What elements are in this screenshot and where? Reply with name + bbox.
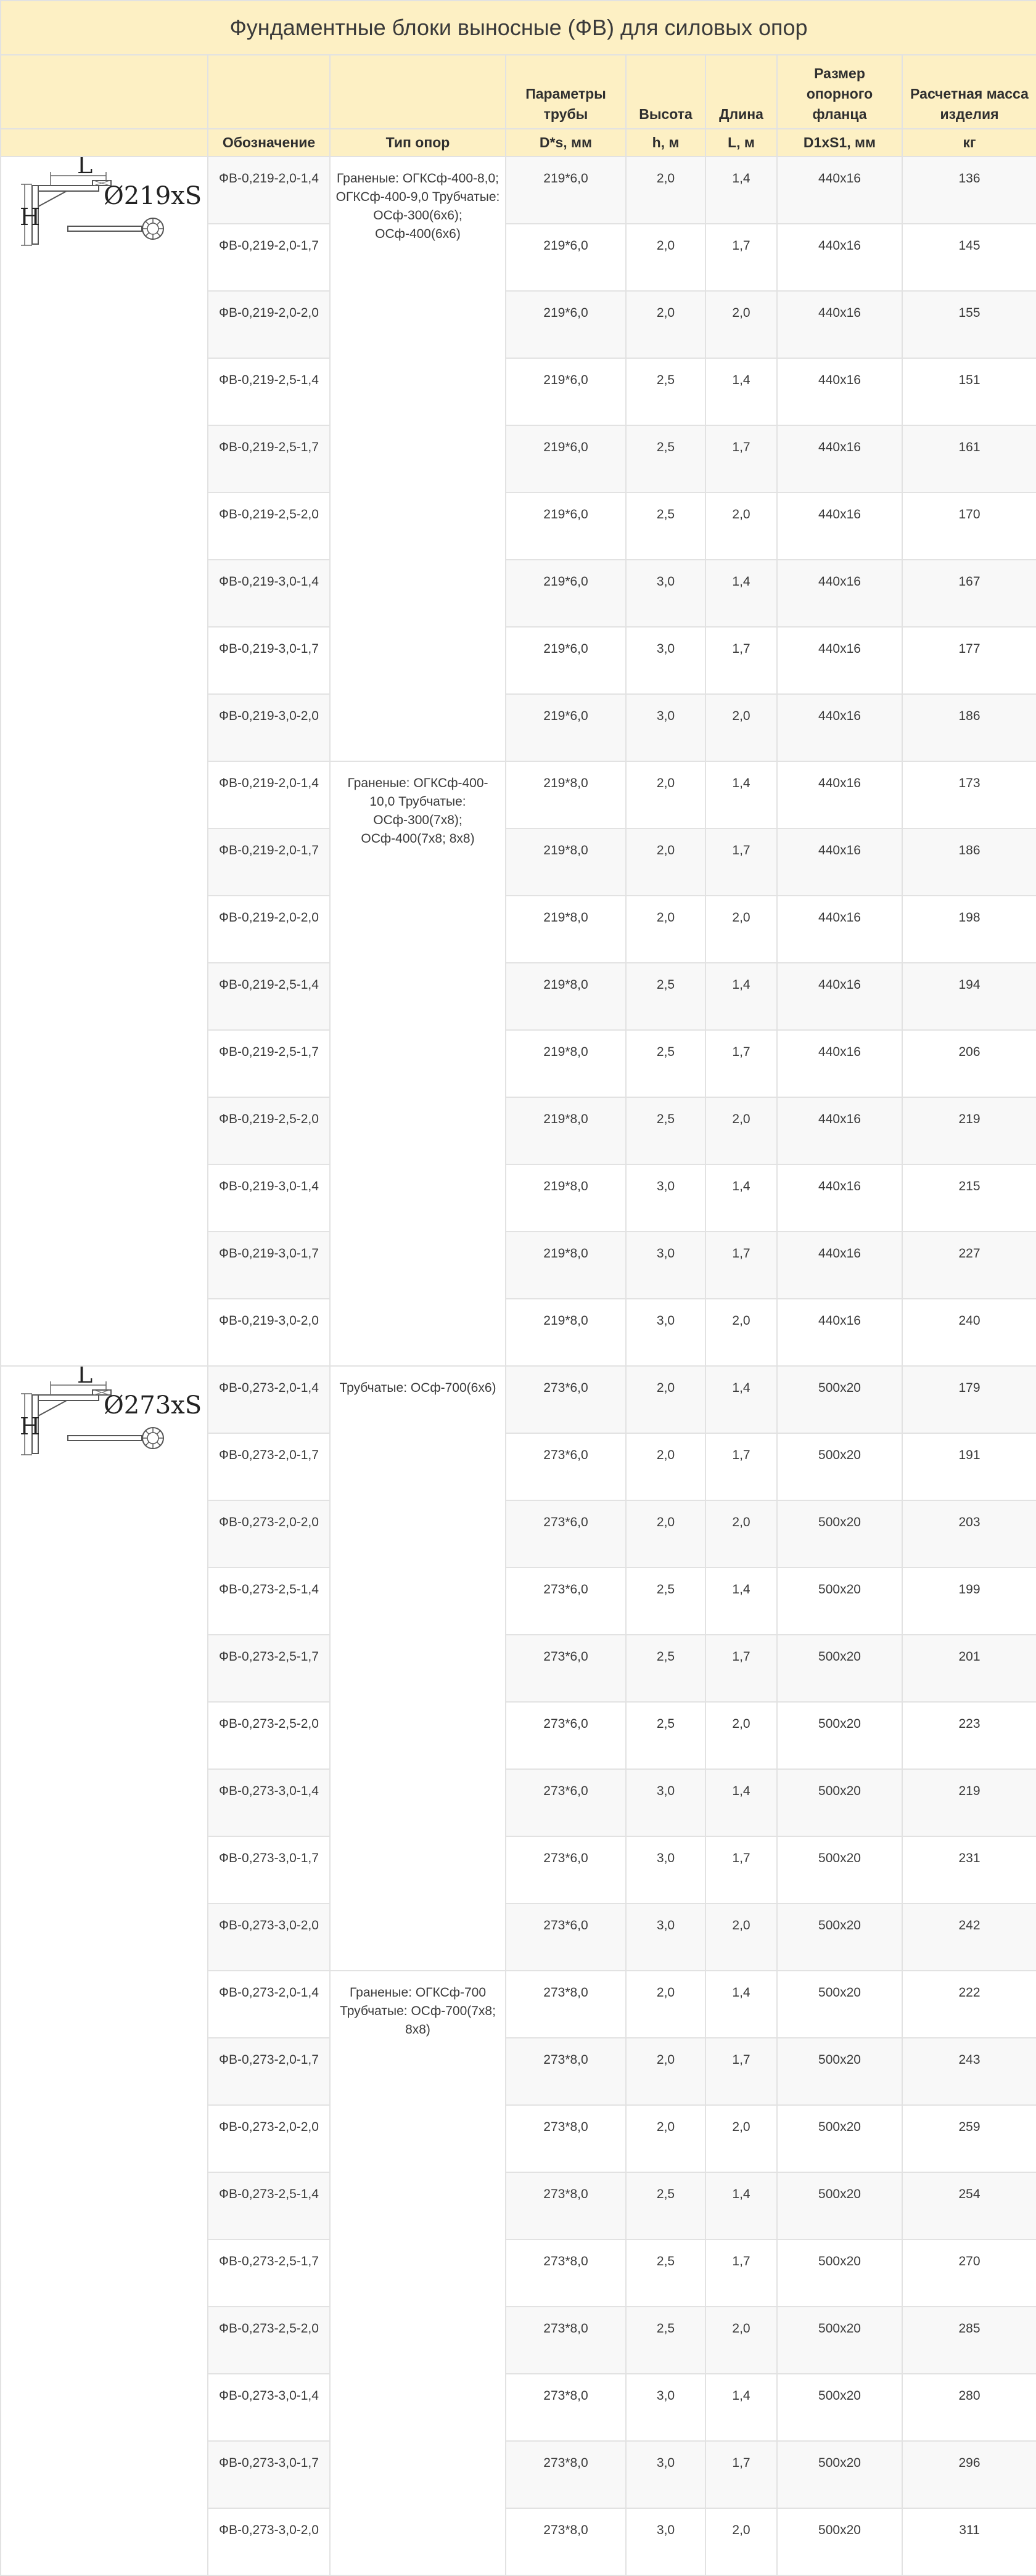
length-cell: 1,4	[705, 358, 777, 425]
designation-cell: ФВ-0,219-3,0-2,0	[208, 1299, 330, 1366]
pipe-params-cell: 273*6,0	[506, 1568, 626, 1635]
flange-size-cell: 440х16	[777, 157, 902, 224]
mass-cell: 198	[902, 896, 1036, 963]
length-cell: 1,7	[705, 627, 777, 694]
pipe-params-cell: 219*8,0	[506, 828, 626, 896]
pipe-params-cell: 273*8,0	[506, 2105, 626, 2172]
mass-cell: 201	[902, 1635, 1036, 1702]
mass-cell: 191	[902, 1433, 1036, 1500]
mass-cell: 223	[902, 1702, 1036, 1769]
length-cell: 2,0	[705, 1097, 777, 1164]
header-height: Высота	[626, 55, 705, 129]
pipe-params-cell: 219*8,0	[506, 1232, 626, 1299]
designation-cell: ФВ-0,273-2,0-1,7	[208, 1433, 330, 1500]
height-cell: 2,0	[626, 2038, 705, 2105]
pipe-params-cell: 219*8,0	[506, 1097, 626, 1164]
length-cell: 1,4	[705, 560, 777, 627]
designation-cell: ФВ-0,219-2,0-1,4	[208, 157, 330, 224]
mass-cell: 179	[902, 1366, 1036, 1433]
designation-cell: ФВ-0,273-3,0-1,7	[208, 2441, 330, 2508]
designation-cell: ФВ-0,219-3,0-1,7	[208, 1232, 330, 1299]
height-cell: 2,0	[626, 157, 705, 224]
header-mass: Расчетная масса изделия	[902, 55, 1036, 129]
flange-size-cell: 500х20	[777, 2105, 902, 2172]
flange-size-cell: 440х16	[777, 963, 902, 1030]
pipe-params-cell: 219*8,0	[506, 761, 626, 828]
flange-size-cell: 500х20	[777, 1903, 902, 1971]
flange-size-cell: 440х16	[777, 1097, 902, 1164]
designation-cell: ФВ-0,273-2,5-1,4	[208, 1568, 330, 1635]
mass-cell: 186	[902, 694, 1036, 761]
support-type-cell: Граненые: ОГКСф-400-10,0 Трубчатые: ОСф-300(7х8); ОСф-400(7х8; 8х8)	[330, 761, 506, 1366]
pipe-params-cell: 273*6,0	[506, 1836, 626, 1903]
designation-cell: ФВ-0,219-2,5-1,4	[208, 358, 330, 425]
designation-cell: ФВ-0,219-2,5-1,4	[208, 963, 330, 1030]
header-blank-image	[1, 55, 208, 129]
mass-cell: 155	[902, 291, 1036, 358]
length-cell: 1,4	[705, 1971, 777, 2038]
flange-size-cell: 500х20	[777, 2508, 902, 2575]
designation-cell: ФВ-0,273-3,0-2,0	[208, 1903, 330, 1971]
length-cell: 1,4	[705, 963, 777, 1030]
designation-cell: ФВ-0,273-3,0-1,4	[208, 2374, 330, 2441]
height-cell: 2,5	[626, 1097, 705, 1164]
mass-cell: 145	[902, 224, 1036, 291]
diagram-label-h: H	[20, 1413, 41, 1440]
length-cell: 1,4	[705, 2172, 777, 2239]
height-cell: 2,0	[626, 224, 705, 291]
diagram-label-l: L	[77, 157, 93, 179]
pipe-params-cell: 219*6,0	[506, 224, 626, 291]
pipe-params-cell: 273*8,0	[506, 2374, 626, 2441]
header-pipe-params: Параметры трубы	[506, 55, 626, 129]
height-cell: 2,5	[626, 2172, 705, 2239]
height-cell: 2,5	[626, 1030, 705, 1097]
flange-size-cell: 500х20	[777, 1971, 902, 2038]
designation-cell: ФВ-0,219-2,5-2,0	[208, 1097, 330, 1164]
mass-cell: 285	[902, 2307, 1036, 2374]
mass-cell: 231	[902, 1836, 1036, 1903]
header-designation: Обозначение	[208, 129, 330, 157]
pipe-params-cell: 273*6,0	[506, 1702, 626, 1769]
table-row	[1, 157, 1036, 224]
height-cell: 2,5	[626, 963, 705, 1030]
designation-cell: ФВ-0,219-2,5-1,7	[208, 425, 330, 493]
height-cell: 2,5	[626, 1702, 705, 1769]
length-cell: 1,7	[705, 1030, 777, 1097]
length-cell: 2,0	[705, 1299, 777, 1366]
height-cell: 2,0	[626, 1500, 705, 1568]
height-cell: 2,0	[626, 2105, 705, 2172]
flange-size-cell: 500х20	[777, 2239, 902, 2307]
height-cell: 3,0	[626, 2374, 705, 2441]
mass-cell: 215	[902, 1164, 1036, 1232]
designation-cell: ФВ-0,273-2,0-1,7	[208, 2038, 330, 2105]
pipe-params-cell: 219*8,0	[506, 1030, 626, 1097]
height-cell: 2,0	[626, 761, 705, 828]
pipe-params-cell: 219*6,0	[506, 425, 626, 493]
height-cell: 2,0	[626, 1971, 705, 2038]
length-cell: 1,4	[705, 1568, 777, 1635]
pipe-params-cell: 219*6,0	[506, 627, 626, 694]
flange-size-cell: 500х20	[777, 1433, 902, 1500]
height-cell: 2,5	[626, 1635, 705, 1702]
mass-cell: 203	[902, 1500, 1036, 1568]
length-cell: 2,0	[705, 291, 777, 358]
height-cell: 2,5	[626, 358, 705, 425]
mass-cell: 259	[902, 2105, 1036, 2172]
pipe-params-cell: 273*6,0	[506, 1769, 626, 1836]
mass-cell: 311	[902, 2508, 1036, 2575]
outrigger-block-diagram-icon	[1, 157, 208, 250]
designation-cell: ФВ-0,219-2,0-2,0	[208, 291, 330, 358]
length-cell: 2,0	[705, 1702, 777, 1769]
height-cell: 3,0	[626, 1836, 705, 1903]
designation-cell: ФВ-0,219-2,5-2,0	[208, 493, 330, 560]
diagram-label-d: Ø273xS	[104, 1391, 202, 1420]
designation-cell: ФВ-0,273-2,0-1,4	[208, 1366, 330, 1433]
header-pipe-units: D*s, мм	[506, 129, 626, 157]
header-length-units: L, м	[705, 129, 777, 157]
flange-size-cell: 500х20	[777, 2307, 902, 2374]
outrigger-block-diagram-icon	[1, 1367, 208, 1459]
header-flange-units: D1xS1, мм	[777, 129, 902, 157]
designation-cell: ФВ-0,273-3,0-1,7	[208, 1836, 330, 1903]
pipe-params-cell: 273*8,0	[506, 2239, 626, 2307]
designation-cell: ФВ-0,273-2,5-2,0	[208, 1702, 330, 1769]
flange-size-cell: 440х16	[777, 224, 902, 291]
mass-cell: 280	[902, 2374, 1036, 2441]
height-cell: 3,0	[626, 1903, 705, 1971]
header-mass-units: кг	[902, 129, 1036, 157]
length-cell: 2,0	[705, 493, 777, 560]
length-cell: 1,4	[705, 157, 777, 224]
length-cell: 1,4	[705, 1366, 777, 1433]
pipe-params-cell: 273*8,0	[506, 2038, 626, 2105]
height-cell: 2,0	[626, 828, 705, 896]
diagram-label-h: H	[20, 203, 41, 231]
flange-size-cell: 500х20	[777, 1702, 902, 1769]
support-type-cell: Граненые: ОГКСф-400-8,0; ОГКСф-400-9,0 Трубчатые: ОСф-300(6х6); ОСф-400(6х6)	[330, 157, 506, 761]
flange-size-cell: 500х20	[777, 1836, 902, 1903]
designation-cell: ФВ-0,273-3,0-1,4	[208, 1769, 330, 1836]
mass-cell: 240	[902, 1299, 1036, 1366]
flange-size-cell: 500х20	[777, 2172, 902, 2239]
mass-cell: 219	[902, 1769, 1036, 1836]
pipe-params-cell: 219*8,0	[506, 963, 626, 1030]
designation-cell: ФВ-0,273-2,5-1,7	[208, 1635, 330, 1702]
pipe-params-cell: 219*8,0	[506, 1164, 626, 1232]
table-row	[1, 1366, 1036, 1433]
pipe-params-cell: 219*8,0	[506, 1299, 626, 1366]
designation-cell: ФВ-0,219-2,5-1,7	[208, 1030, 330, 1097]
mass-cell: 177	[902, 627, 1036, 694]
mass-cell: 161	[902, 425, 1036, 493]
mass-cell: 270	[902, 2239, 1036, 2307]
header-type-top	[330, 55, 506, 129]
pipe-params-cell: 219*6,0	[506, 560, 626, 627]
height-cell: 3,0	[626, 1769, 705, 1836]
flange-size-cell: 440х16	[777, 1299, 902, 1366]
flange-size-cell: 440х16	[777, 291, 902, 358]
height-cell: 3,0	[626, 2508, 705, 2575]
flange-size-cell: 440х16	[777, 560, 902, 627]
height-cell: 2,0	[626, 896, 705, 963]
pipe-params-cell: 273*8,0	[506, 2441, 626, 2508]
header-row-bottom	[1, 129, 1036, 157]
length-cell: 1,7	[705, 1232, 777, 1299]
designation-cell: ФВ-0,219-3,0-1,4	[208, 560, 330, 627]
length-cell: 1,4	[705, 1769, 777, 1836]
header-flange-size: Размер опорного фланца	[777, 55, 902, 129]
pipe-params-cell: 273*8,0	[506, 2508, 626, 2575]
flange-size-cell: 440х16	[777, 425, 902, 493]
length-cell: 1,7	[705, 2038, 777, 2105]
flange-size-cell: 440х16	[777, 761, 902, 828]
length-cell: 1,7	[705, 1635, 777, 1702]
header-designation-top	[208, 55, 330, 129]
header-support-type: Тип опор	[330, 129, 506, 157]
flange-size-cell: 500х20	[777, 1500, 902, 1568]
flange-size-cell: 440х16	[777, 1232, 902, 1299]
length-cell: 2,0	[705, 896, 777, 963]
height-cell: 2,0	[626, 1433, 705, 1500]
length-cell: 1,7	[705, 425, 777, 493]
header-blank-image-bottom	[1, 129, 208, 157]
length-cell: 2,0	[705, 2508, 777, 2575]
table-body	[1, 157, 1036, 2575]
pipe-params-cell: 273*6,0	[506, 1366, 626, 1433]
flange-size-cell: 440х16	[777, 493, 902, 560]
mass-cell: 151	[902, 358, 1036, 425]
length-cell: 2,0	[705, 1903, 777, 1971]
page-title: Фундаментные блоки выносные (ФВ) для силовых опор	[1, 1, 1036, 55]
designation-cell: ФВ-0,273-2,5-2,0	[208, 2307, 330, 2374]
length-cell: 1,7	[705, 828, 777, 896]
flange-size-cell: 500х20	[777, 1568, 902, 1635]
flange-size-cell: 500х20	[777, 1635, 902, 1702]
mass-cell: 243	[902, 2038, 1036, 2105]
flange-size-cell: 500х20	[777, 1366, 902, 1433]
designation-cell: ФВ-0,273-2,5-1,7	[208, 2239, 330, 2307]
flange-size-cell: 440х16	[777, 1164, 902, 1232]
height-cell: 2,0	[626, 1366, 705, 1433]
length-cell: 1,7	[705, 2441, 777, 2508]
pipe-params-cell: 273*8,0	[506, 2307, 626, 2374]
header-height-units: h, м	[626, 129, 705, 157]
pipe-params-cell: 219*6,0	[506, 291, 626, 358]
flange-size-cell: 440х16	[777, 358, 902, 425]
length-cell: 1,4	[705, 761, 777, 828]
mass-cell: 242	[902, 1903, 1036, 1971]
diagram-cell	[1, 1366, 208, 2575]
height-cell: 3,0	[626, 560, 705, 627]
designation-cell: ФВ-0,219-2,0-1,7	[208, 828, 330, 896]
mass-cell: 173	[902, 761, 1036, 828]
mass-cell: 194	[902, 963, 1036, 1030]
designation-cell: ФВ-0,273-2,5-1,4	[208, 2172, 330, 2239]
length-cell: 1,7	[705, 1836, 777, 1903]
length-cell: 1,7	[705, 2239, 777, 2307]
pipe-params-cell: 219*6,0	[506, 694, 626, 761]
length-cell: 2,0	[705, 2105, 777, 2172]
mass-cell: 219	[902, 1097, 1036, 1164]
support-type-cell: Граненые: ОГКСф-700 Трубчатые: ОСф-700(7х8; 8х8)	[330, 1971, 506, 2575]
length-cell: 2,0	[705, 1500, 777, 1568]
height-cell: 3,0	[626, 2441, 705, 2508]
mass-cell: 206	[902, 1030, 1036, 1097]
pipe-params-cell: 219*6,0	[506, 493, 626, 560]
height-cell: 3,0	[626, 627, 705, 694]
height-cell: 2,5	[626, 2239, 705, 2307]
length-cell: 1,7	[705, 224, 777, 291]
mass-cell: 296	[902, 2441, 1036, 2508]
length-cell: 1,4	[705, 1164, 777, 1232]
length-cell: 2,0	[705, 2307, 777, 2374]
flange-size-cell: 440х16	[777, 1030, 902, 1097]
pipe-params-cell: 273*6,0	[506, 1635, 626, 1702]
flange-size-cell: 500х20	[777, 1769, 902, 1836]
mass-cell: 222	[902, 1971, 1036, 2038]
mass-cell: 186	[902, 828, 1036, 896]
height-cell: 2,0	[626, 291, 705, 358]
flange-size-cell: 500х20	[777, 2374, 902, 2441]
designation-cell: ФВ-0,273-3,0-2,0	[208, 2508, 330, 2575]
header-length: Длина	[705, 55, 777, 129]
height-cell: 2,5	[626, 2307, 705, 2374]
length-cell: 1,7	[705, 1433, 777, 1500]
mass-cell: 199	[902, 1568, 1036, 1635]
designation-cell: ФВ-0,219-2,0-1,7	[208, 224, 330, 291]
designation-cell: ФВ-0,219-2,0-1,4	[208, 761, 330, 828]
designation-cell: ФВ-0,219-3,0-2,0	[208, 694, 330, 761]
diagram-cell	[1, 157, 208, 1366]
flange-size-cell: 500х20	[777, 2441, 902, 2508]
flange-size-cell: 500х20	[777, 2038, 902, 2105]
height-cell: 2,5	[626, 425, 705, 493]
mass-cell: 167	[902, 560, 1036, 627]
designation-cell: ФВ-0,219-3,0-1,7	[208, 627, 330, 694]
mass-cell: 254	[902, 2172, 1036, 2239]
diagram-label-d: Ø219xS	[104, 182, 202, 210]
height-cell: 3,0	[626, 1299, 705, 1366]
pipe-params-cell: 219*6,0	[506, 157, 626, 224]
length-cell: 1,4	[705, 2374, 777, 2441]
flange-size-cell: 440х16	[777, 627, 902, 694]
height-cell: 3,0	[626, 694, 705, 761]
flange-size-cell: 440х16	[777, 694, 902, 761]
length-cell: 2,0	[705, 694, 777, 761]
mass-cell: 170	[902, 493, 1036, 560]
height-cell: 3,0	[626, 1164, 705, 1232]
support-type-cell: Трубчатые: ОСф-700(6х6)	[330, 1366, 506, 1971]
designation-cell: ФВ-0,273-2,0-2,0	[208, 1500, 330, 1568]
pipe-params-cell: 273*8,0	[506, 1971, 626, 2038]
designation-cell: ФВ-0,273-2,0-1,4	[208, 1971, 330, 2038]
pipe-params-cell: 219*6,0	[506, 358, 626, 425]
height-cell: 2,5	[626, 493, 705, 560]
pipe-params-cell: 273*6,0	[506, 1433, 626, 1500]
mass-cell: 136	[902, 157, 1036, 224]
header-row-top	[1, 55, 1036, 129]
designation-cell: ФВ-0,219-3,0-1,4	[208, 1164, 330, 1232]
height-cell: 3,0	[626, 1232, 705, 1299]
flange-size-cell: 440х16	[777, 828, 902, 896]
height-cell: 2,5	[626, 1568, 705, 1635]
pipe-params-cell: 273*6,0	[506, 1500, 626, 1568]
flange-size-cell: 440х16	[777, 896, 902, 963]
pipe-params-cell: 219*8,0	[506, 896, 626, 963]
mass-cell: 227	[902, 1232, 1036, 1299]
diagram-label-l: L	[77, 1367, 93, 1388]
pipe-params-cell: 273*8,0	[506, 2172, 626, 2239]
pipe-params-cell: 273*6,0	[506, 1903, 626, 1971]
designation-cell: ФВ-0,219-2,0-2,0	[208, 896, 330, 963]
designation-cell: ФВ-0,273-2,0-2,0	[208, 2105, 330, 2172]
